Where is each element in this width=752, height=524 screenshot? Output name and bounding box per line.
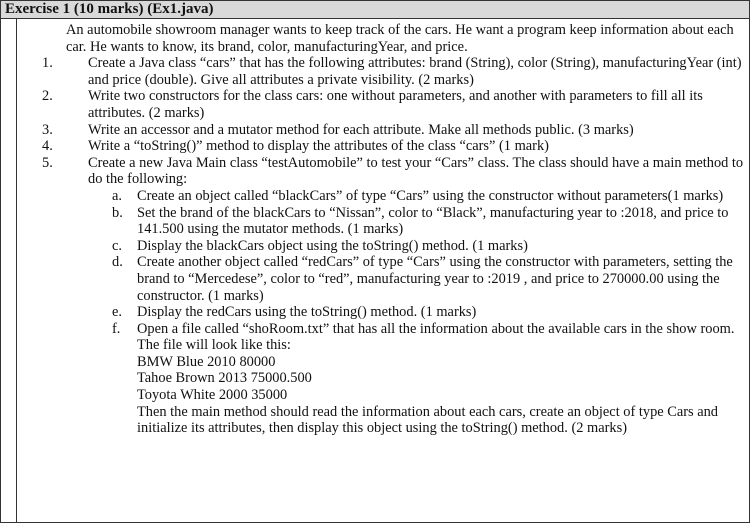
exercise-title: Exercise 1 (10 marks) (Ex1.java)	[5, 1, 214, 17]
sub-list-item: b. Set the brand of the blackCars to “Nissan”, color to “Black”, manufacturing year to :2018, and price to 141.500 using the mutator methods. (1 marks)	[112, 204, 729, 238]
list-item: 1. Create a Java class “cars” that has the following attributes: brand (String), color (String), manufacturingYear (int) and price (double). Give all attributes a private visibility. (2 marks)	[42, 55, 742, 88]
sub-list-item: f. Open a file called “shoRoom.txt” that has all the information about the available cars in the show room. The file will look like this:	[112, 320, 735, 354]
file-line: Tahoe Brown 2013 75000.500	[137, 370, 312, 387]
closing-paragraph: Then the main method should read the information about each cars, create an object of type Cars and initialize its attributes, then display this object using the toString() method. (2 marks)	[137, 403, 719, 437]
list-item: 3. Write an accessor and a mutator method for each attribute. Make all methods public. (3 marks)	[42, 121, 634, 138]
sub-list-item: c. Display the blackCars object using the toString() method. (1 marks)	[112, 237, 528, 254]
sub-list-item: a. Create an object called “blackCars” of type “Cars” using the constructor without parameters(1 marks)	[112, 187, 724, 204]
file-line: BMW Blue 2010 80000	[137, 353, 276, 370]
file-line: Toyota White 2000 35000	[137, 387, 288, 404]
list-item: 4. Write a “toString()” method to display the attributes of the class “cars” (1 mark)	[42, 138, 549, 155]
list-item: 2. Write two constructors for the class cars: one without parameters, and another with parameters to fill all its attributes. (2 marks)	[42, 88, 703, 121]
sub-list-item: e. Display the redCars using the toString() method. (1 marks)	[112, 304, 477, 321]
exercise-header	[0, 0, 750, 19]
list-item: 5. Create a new Java Main class “testAutomobile” to test your “Cars” class. The class should have a main method to do the following:	[42, 154, 744, 188]
exercise-content	[42, 22, 746, 437]
intro-paragraph: An automobile showroom manager wants to keep track of the cars. He want a program keep information about each car. He wants to know, its brand, color, manufacturingYear, and price.	[66, 22, 734, 55]
sub-list-item: d. Create another object called “redCars” of type “Cars” using the constructor with parameters, setting the brand to “Mercedese”, color to “red”, manufacturing year to :2019 , and price to 270000.00 using the constructor. (1 marks)	[112, 254, 733, 304]
